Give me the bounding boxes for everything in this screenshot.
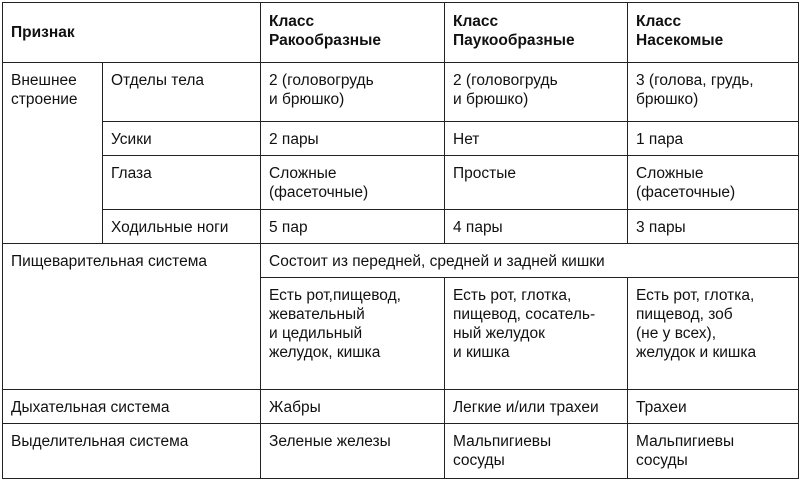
cell-feature: Усики [103,122,261,156]
row-antennae [3,122,799,156]
cell-crustacea: Есть рот,пищевод, жевательный и цедильный желудок, кишка [261,278,445,390]
cell-crustacea: Жабры [261,390,445,424]
cell-insecta: 1 пара [628,122,799,156]
cell-feature: Отделы тела [103,63,261,122]
cell-insecta: Есть рот, глотка, пищевод, зоб (не у всех), желудок и кишка [628,278,799,390]
cell-arachnida: Мальпигиевы сосуды [445,424,628,479]
cell-crustacea: 5 пар [261,210,445,244]
row-digestive-common [3,244,799,278]
header-arachnida: Класс Паукообразные [445,3,628,63]
header-row [3,3,799,63]
cell-feature: Ходильные ноги [103,210,261,244]
row-excretory [3,424,799,479]
row-respiratory [3,390,799,424]
excretory-label: Выделительная система [3,424,261,479]
row-body-sections [3,63,799,122]
cell-arachnida: 2 (головогрудь и брюшко) [445,63,628,122]
cell-crustacea: Зеленые железы [261,424,445,479]
cell-crustacea: 2 пары [261,122,445,156]
cell-insecta: Трахеи [628,390,799,424]
cell-feature: Глаза [103,156,261,210]
cell-arachnida: Нет [445,122,628,156]
cell-arachnida: Легкие и/или трахеи [445,390,628,424]
cell-insecta: 3 пары [628,210,799,244]
cell-insecta: Мальпигиевы сосуды [628,424,799,479]
respiratory-label: Дыхательная система [3,390,261,424]
external-structure-label: Внешнее строение [3,63,103,244]
cell-insecta: 3 (голова, грудь, брюшко) [628,63,799,122]
row-walking-legs [3,210,799,244]
cell-arachnida: 4 пары [445,210,628,244]
cell-arachnida: Есть рот, глотка, пищевод, сосатель- ный желудок и кишка [445,278,628,390]
header-crustacea: Класс Ракообразные [261,3,445,63]
digestive-label: Пищеварительная система [3,244,261,390]
header-feature: Признак [3,3,261,63]
cell-arachnida: Простые [445,156,628,210]
digestive-common: Состоит из передней, средней и задней кишки [261,244,799,278]
header-insecta: Класс Насекомые [628,3,799,63]
cell-insecta: Сложные (фасеточные) [628,156,799,210]
row-eyes [3,156,799,210]
cell-crustacea: 2 (головогрудь и брюшко) [261,63,445,122]
cell-crustacea: Сложные (фасеточные) [261,156,445,210]
comparison-table [2,2,799,479]
